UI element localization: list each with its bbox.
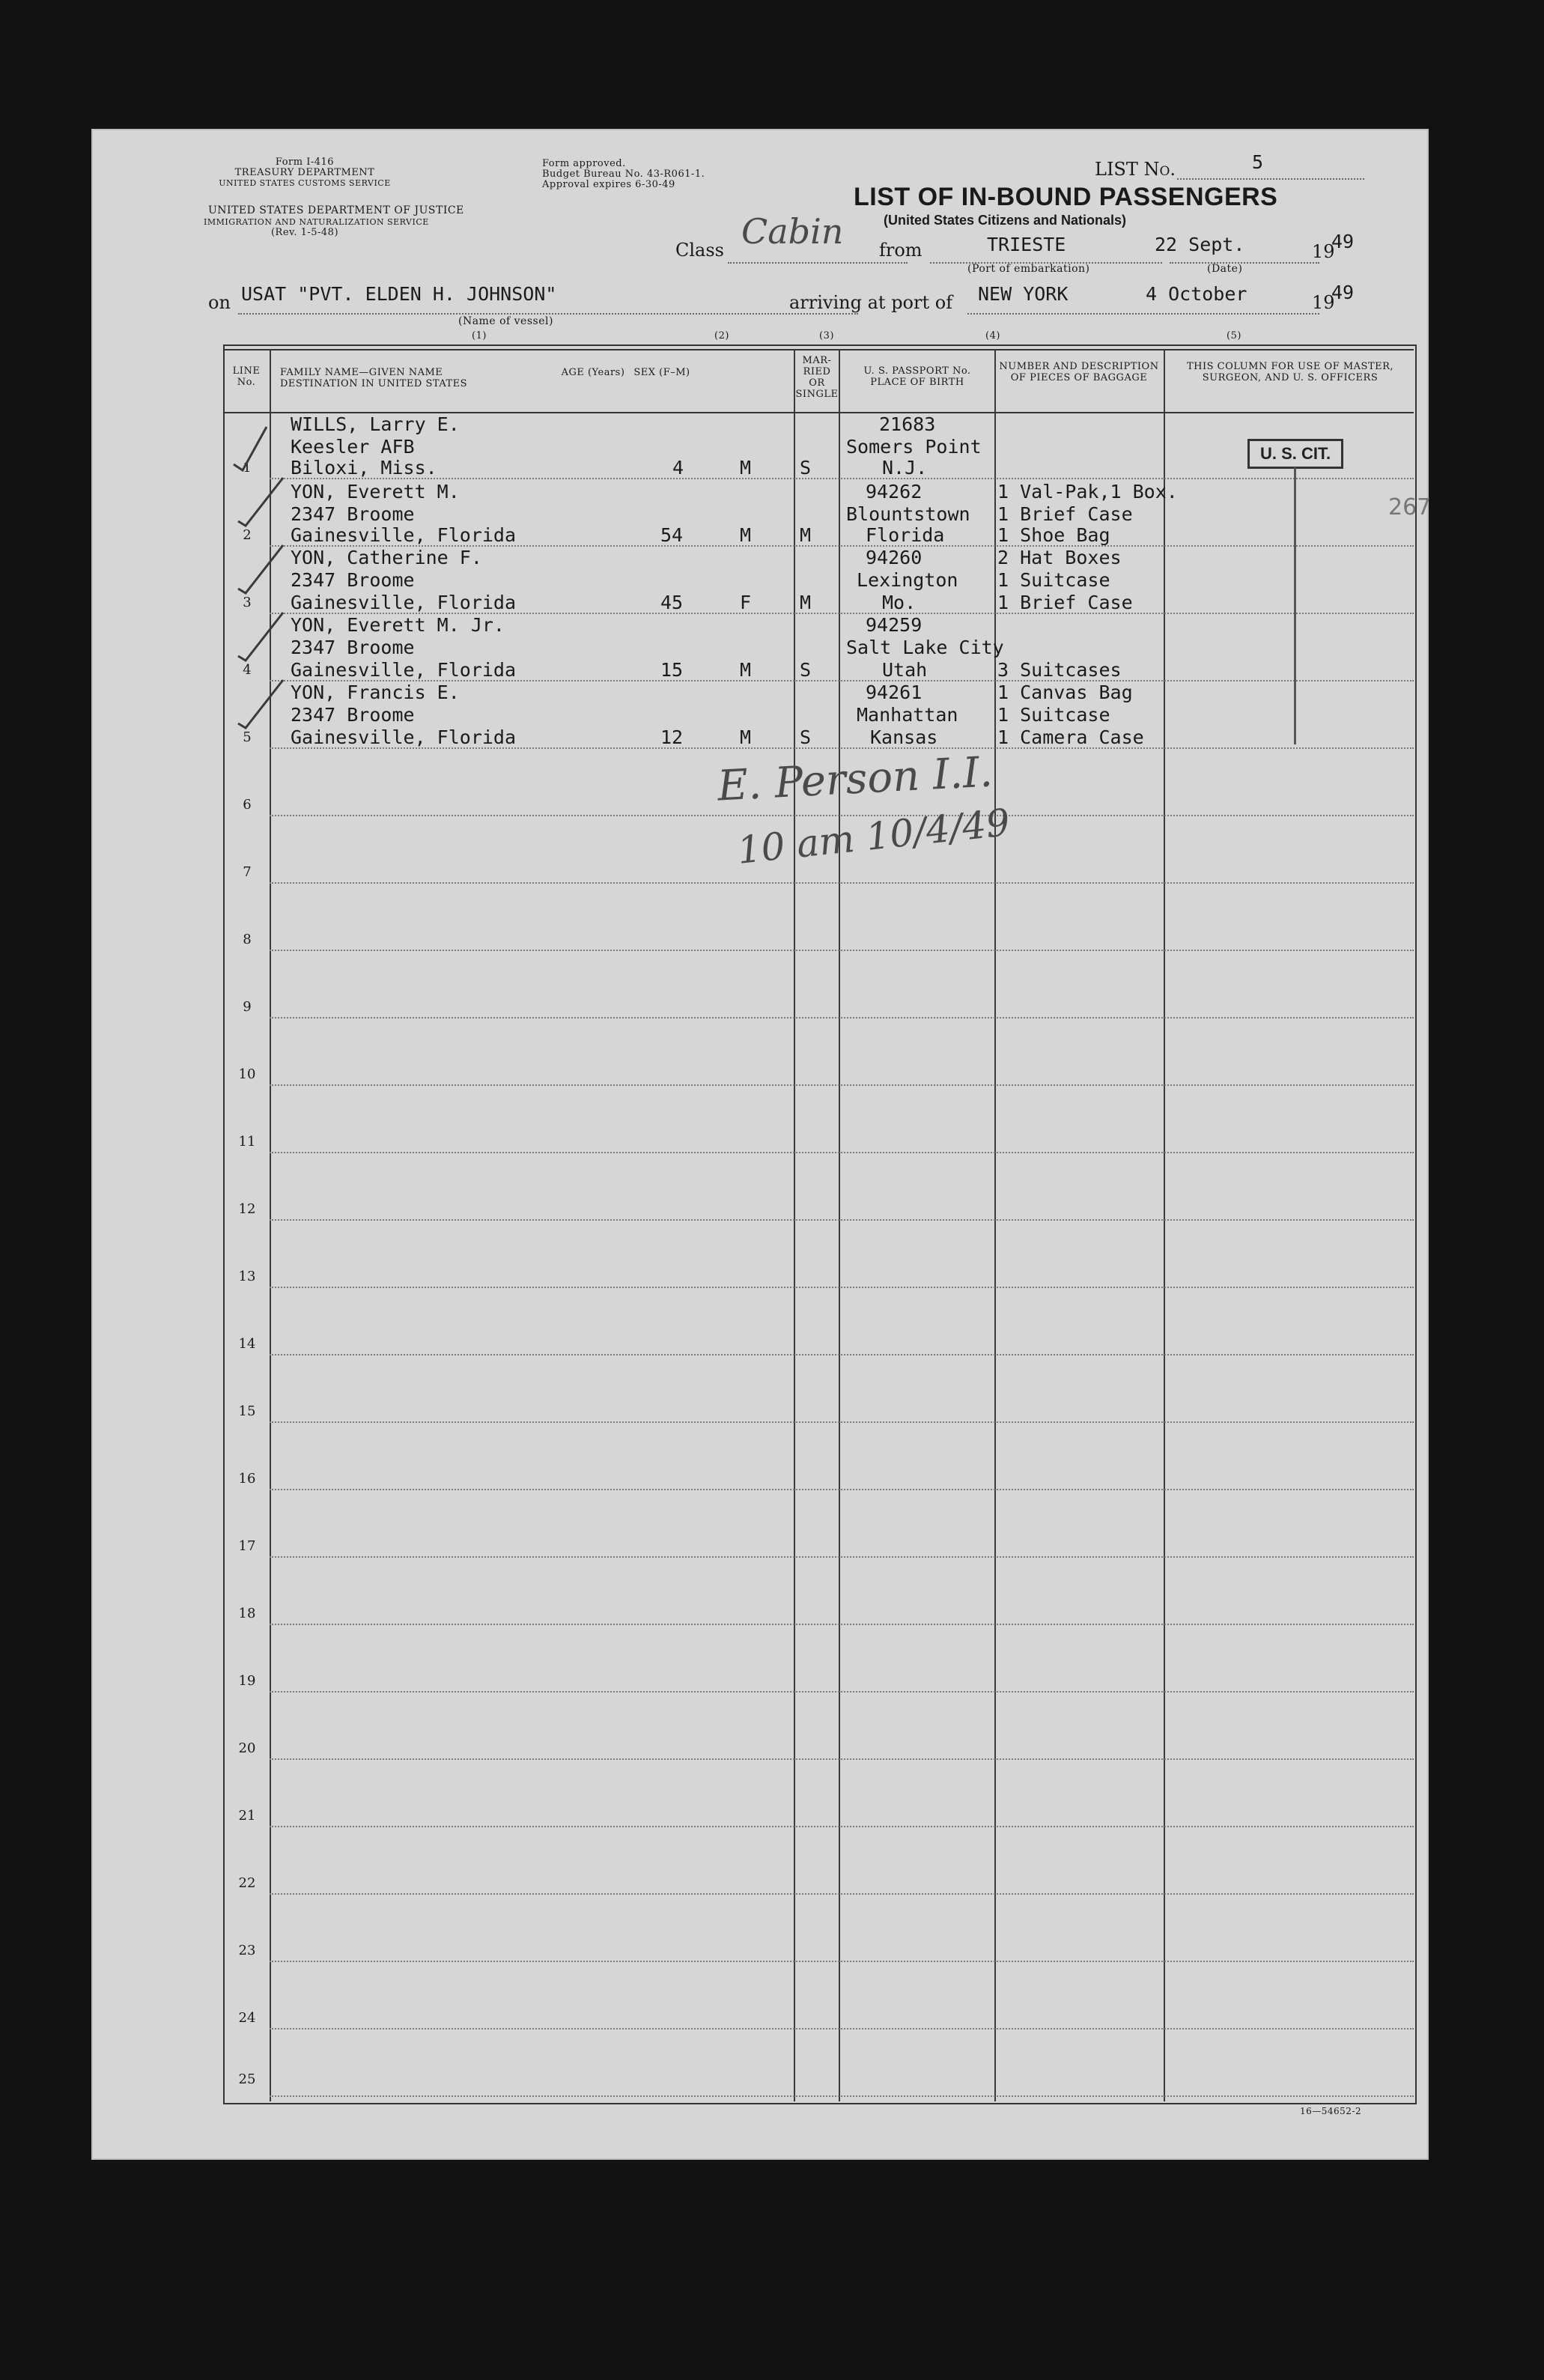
header-married: MAR-RIED OR SINGLE: [795, 355, 839, 400]
baggage-item: 1 Suitcase: [997, 704, 1110, 726]
baggage-item: 1 Val-Pak,1 Box.: [997, 481, 1178, 503]
line-number: 16: [238, 1471, 256, 1487]
passport-number: 94261: [866, 681, 923, 703]
col-num-2: (2): [714, 330, 729, 341]
passenger-city: Biloxi, Miss.: [291, 457, 437, 479]
budget-bureau: Budget Bureau No. 43-R061-1.: [542, 169, 705, 180]
birth-state: Kansas: [870, 726, 938, 748]
col-num-5: (5): [1227, 330, 1241, 341]
passenger-sex: M: [740, 457, 752, 479]
passenger-age: 45: [660, 592, 684, 613]
col-divider: [1164, 349, 1165, 2101]
birth-state: Mo.: [882, 592, 917, 613]
line-number: 11: [238, 1134, 256, 1150]
passenger-marital: M: [800, 592, 812, 613]
line-number: 21: [238, 1808, 256, 1824]
header-line-no: LINE No.: [232, 365, 261, 388]
passenger-address: 2347 Broome: [291, 637, 415, 658]
line-number: 18: [238, 1606, 256, 1621]
col-divider: [794, 349, 795, 2101]
line-number: 7: [243, 864, 252, 880]
passenger-name: YON, Francis E.: [291, 681, 460, 703]
baggage-item: 1 Canvas Bag: [997, 681, 1133, 703]
header-baggage: NUMBER AND DESCRIPTION OF PIECES OF BAGGAGE: [999, 361, 1159, 383]
passenger-marital: S: [800, 726, 812, 748]
page-title: LIST OF IN-BOUND PASSENGERS: [854, 183, 1278, 211]
line-number: 3: [243, 595, 252, 610]
passenger-name: WILLS, Larry E.: [291, 413, 460, 435]
line-number: 5: [243, 729, 252, 745]
passenger-age: 4: [672, 457, 684, 479]
passport-number: 21683: [879, 413, 936, 435]
birth-state: Florida: [866, 524, 945, 546]
passenger-address: 2347 Broome: [291, 704, 415, 726]
arrival-year: 49: [1331, 282, 1355, 303]
col-num-4: (4): [985, 330, 1000, 341]
passenger-marital: M: [800, 524, 812, 546]
treasury-dept: TREASURY DEPARTMENT: [234, 167, 375, 178]
class-label: Class: [675, 240, 724, 261]
line-number: 24: [238, 2010, 256, 2026]
embark-year: 49: [1331, 231, 1355, 252]
arrival-port: NEW YORK: [978, 283, 1069, 305]
line-number: 25: [238, 2071, 256, 2087]
embark-date: 22 Sept.: [1155, 234, 1245, 255]
birth-place: Blountstown: [846, 503, 970, 525]
passenger-city: Gainesville, Florida: [291, 659, 517, 681]
arrival-date: 4 October: [1146, 283, 1247, 305]
customs-service: UNITED STATES CUSTOMS SERVICE: [219, 178, 391, 188]
line-number: 8: [243, 932, 252, 947]
line-number: 9: [243, 999, 252, 1015]
passenger-address: 2347 Broome: [291, 503, 415, 525]
passenger-city: Gainesville, Florida: [291, 592, 517, 613]
passenger-age: 15: [660, 659, 684, 681]
passenger-age: 54: [660, 524, 684, 546]
passenger-name: YON, Everett M. Jr.: [291, 614, 505, 636]
col-num-1: (1): [472, 330, 487, 341]
table-top-rule: [223, 349, 1414, 350]
list-no-value: 5: [1252, 151, 1264, 173]
line-number: 14: [238, 1336, 256, 1352]
port-embark-caption: (Port of embarkation): [967, 263, 1090, 275]
birth-place: Lexington: [857, 569, 958, 591]
port-embarkation: TRIESTE: [987, 234, 1066, 255]
line-number: 10: [238, 1066, 256, 1082]
passenger-sex: F: [740, 592, 752, 613]
header-officers: THIS COLUMN FOR USE OF MASTER, SURGEON, AND U. S. OFFICERS: [1186, 361, 1394, 383]
baggage-item: 1 Brief Case: [997, 592, 1133, 613]
inspection-time: 10 am 10/4/49: [735, 801, 1012, 872]
passenger-name: YON, Everett M.: [291, 481, 460, 503]
passenger-marital: S: [800, 457, 812, 479]
class-value: Cabin: [741, 211, 844, 252]
passenger-address: 2347 Broome: [291, 569, 415, 591]
passenger-city: Gainesville, Florida: [291, 524, 517, 546]
line-number: 19: [238, 1673, 256, 1689]
on-label: on: [208, 292, 231, 313]
line-number: 22: [238, 1875, 256, 1891]
header-age: AGE (Years): [561, 367, 625, 378]
line-number: 1: [243, 460, 252, 476]
header-name: FAMILY NAME—GIVEN NAME DESTINATION IN UNITED STATES: [280, 367, 468, 389]
approval-expires: Approval expires 6-30-49: [542, 179, 675, 190]
manifest-sheet: [91, 129, 1432, 2160]
baggage-item: 1 Camera Case: [997, 726, 1144, 748]
passport-number: 94262: [866, 481, 923, 503]
checkmark-marks: [223, 344, 313, 764]
baggage-item: 1 Shoe Bag: [997, 524, 1110, 546]
year-prefix-2: 19: [1312, 292, 1335, 313]
class-line: [728, 262, 908, 264]
list-no-line: [1177, 178, 1364, 180]
line-number: 17: [238, 1538, 256, 1554]
arrival-line: [967, 313, 1319, 315]
birth-place: Salt Lake City: [846, 637, 1004, 658]
inspector-signature: E. Person I.I.: [716, 747, 994, 811]
line-number: 20: [238, 1740, 256, 1756]
justice-dept: UNITED STATES DEPARTMENT OF JUSTICE: [208, 204, 464, 216]
line-number: 6: [243, 797, 252, 813]
us-citizen-stamp: U. S. CIT.: [1247, 439, 1343, 469]
stamp-bracket-line: [1294, 467, 1296, 744]
birth-place: Somers Point: [846, 436, 982, 458]
passport-number: 94260: [866, 547, 923, 568]
form-approved: Form approved.: [542, 158, 626, 169]
line-number: 4: [243, 662, 252, 678]
baggage-item: 3 Suitcases: [997, 659, 1122, 681]
passenger-marital: S: [800, 659, 812, 681]
passenger-city: Gainesville, Florida: [291, 726, 517, 748]
immigration-service: IMMIGRATION AND NATURALIZATION SERVICE: [204, 217, 429, 227]
passenger-sex: M: [740, 659, 752, 681]
col-divider: [839, 349, 840, 2101]
passenger-sex: M: [740, 726, 752, 748]
vessel-line: [238, 313, 858, 315]
col-num-3: (3): [819, 330, 834, 341]
year-prefix: 19: [1312, 241, 1335, 262]
birth-state: Utah: [882, 659, 928, 681]
form-number: Form I-416: [275, 157, 335, 168]
header-passport: U. S. PASSPORT No. PLACE OF BIRTH: [863, 365, 971, 388]
revision-date: (Rev. 1-5-48): [270, 227, 339, 238]
col-divider: [994, 349, 996, 2101]
list-no-label: LIST No.: [1095, 159, 1176, 180]
date-caption: (Date): [1207, 263, 1243, 275]
header-sex: SEX (F–M): [633, 367, 690, 378]
arriving-label: arriving at port of: [789, 292, 953, 313]
passport-number: 94259: [866, 614, 923, 636]
line-number: 15: [238, 1403, 256, 1419]
from-label: from: [879, 240, 923, 261]
line-number: 13: [238, 1269, 256, 1284]
annotation-number: 267: [1388, 494, 1432, 520]
footer-code: 16—54652-2: [1300, 2106, 1362, 2116]
passenger-sex: M: [740, 524, 752, 546]
line-number: 12: [238, 1201, 256, 1217]
manifest-table: [223, 344, 1432, 2104]
baggage-item: 2 Hat Boxes: [997, 547, 1122, 568]
page-subtitle: (United States Citizens and Nationals): [884, 213, 1127, 228]
date-line: [1170, 262, 1319, 264]
birth-state: N.J.: [882, 457, 928, 479]
passenger-address: Keesler AFB: [291, 436, 415, 458]
passenger-name: YON, Catherine F.: [291, 547, 482, 568]
line-number: 2: [243, 527, 252, 543]
vessel-name: USAT "PVT. ELDEN H. JOHNSON": [241, 283, 557, 305]
baggage-item: 1 Brief Case: [997, 503, 1133, 525]
vessel-caption: (Name of vessel): [458, 315, 553, 327]
baggage-item: 1 Suitcase: [997, 569, 1110, 591]
line-number: 23: [238, 1943, 256, 1958]
passenger-age: 12: [660, 726, 684, 748]
birth-place: Manhattan: [857, 704, 958, 726]
